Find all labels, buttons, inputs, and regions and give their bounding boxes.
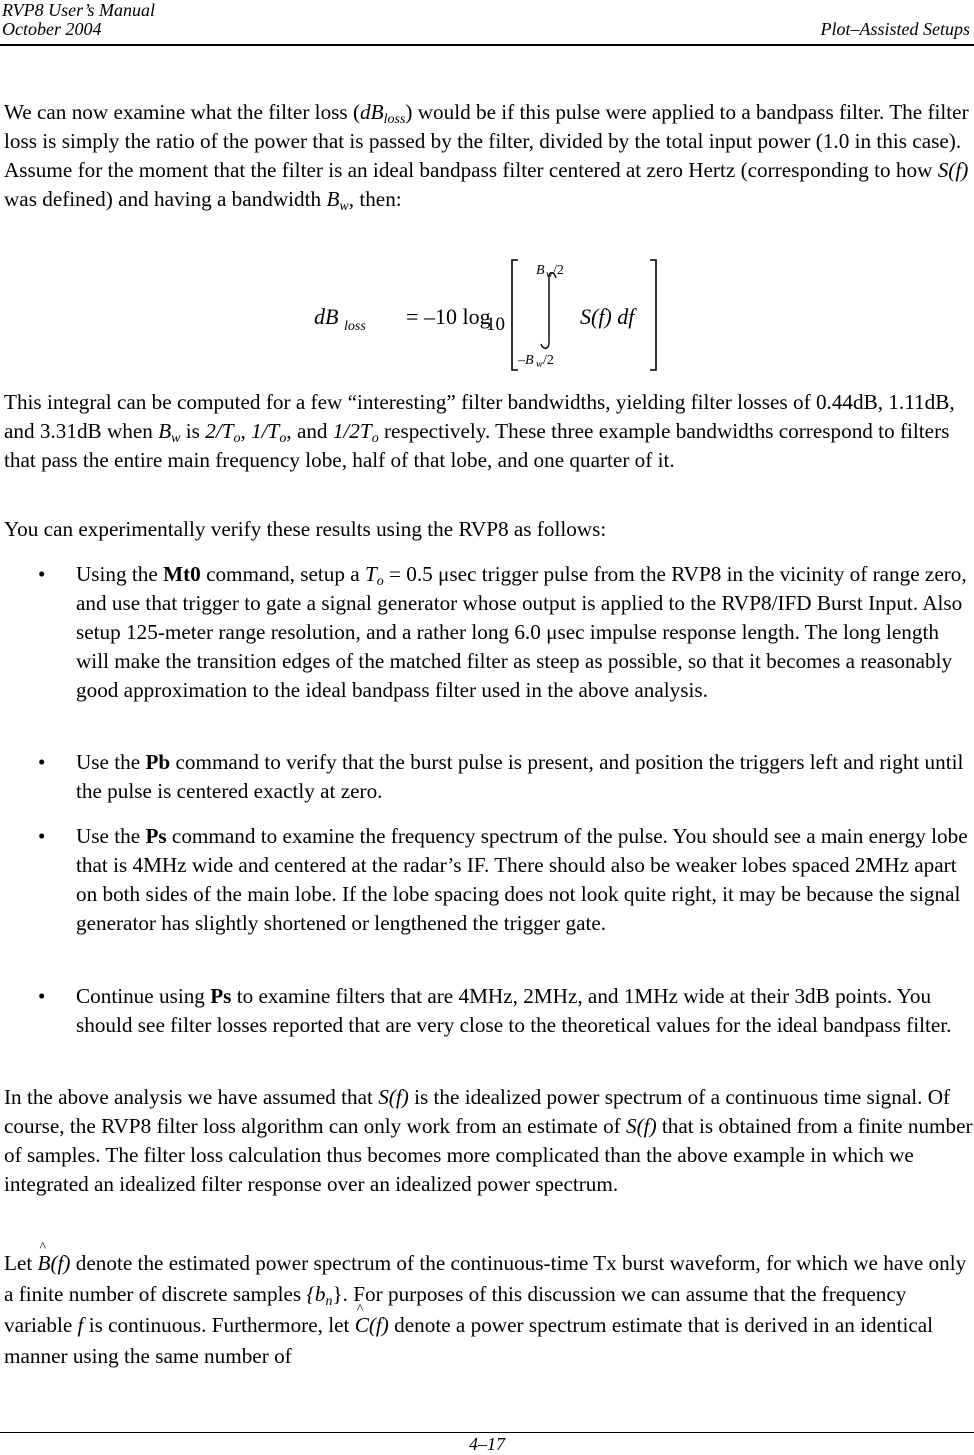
integral-upper-limit-sub: w <box>546 269 553 280</box>
filter-loss-equation <box>300 250 680 380</box>
integral-lower-limit-sub: w <box>536 359 543 370</box>
equation-lhs-sub: loss <box>344 319 366 334</box>
page-number: 4–17 <box>469 1434 505 1454</box>
bullet-pb-command: Use the Pb command to verify that the burst pulse is present, and position the triggers left and right until the pulse is centered exactly at zero. <box>76 750 964 803</box>
paragraph-verify-intro: You can experimentally verify these results using the RVP8 as follows: <box>4 517 607 541</box>
bullet-marker: • <box>38 824 46 848</box>
footer-rule <box>0 1432 974 1433</box>
paragraph-filter-loss-intro: We can now examine what the filter loss $(dB_{loss})$ would be if this pulse were applied to a bandpass filter. The filter loss is simply the ratio of the power that is passed by the filter, divided by the total input power (1.0 in this case). Assume for the moment that the filter is an ideal bandpass filter centered at zero Hertz (corresponding to how S(f) was defined) and having a bandwidth $B_w$, then: <box>4 100 969 214</box>
bullet-marker: • <box>38 562 46 586</box>
integral-upper-limit-divisor: /2 <box>553 263 564 278</box>
paragraph-interesting-bandwidths: This integral can be computed for a few “interesting” filter bandwidths, yielding filter losses of 0.44dB, 1.11dB, and 3.31dB when $B_w$ is $2/T_o$, $1/T_o$, and $1/2T_o$ respectively. These three example bandwidths correspond to filters that pass the entire main frequency lobe, half of that lobe, and one quarter of it. <box>4 390 955 472</box>
section-title: Plot–Assisted Setups <box>820 19 970 39</box>
integral-lower-limit: –B <box>518 353 534 368</box>
equation-integrand: S(f) df <box>580 304 635 329</box>
equation-equals: = <box>406 304 419 329</box>
integral-sign <box>541 273 556 349</box>
document-date: October 2004 <box>2 19 102 39</box>
paragraph-estimated-spectrum: Let ^ B(f) denote the estimated power spectrum of the continuous-time Tx burst waveform, for which we have only a finite number of discrete samples $\{b_n\}$. For purposes of this discussion we can assume that the frequency variable f is continuous. Furthermore, let ^ C(f) denote a power spectrum estimate that is derived in an identical manner using the same number of <box>4 1248 974 1372</box>
bullet-ps-command: Use the Ps command to examine the frequency spectrum of the pulse. You should see a main energy lobe that is 4MHz wide and centered at the radar’s IF. There should also be weaker lobes spaced 2MHz apart on both sides of the main lobe. If the lobe spacing does not look quite right, it may be because the signal generator has slightly shortened or lengthened the trigger gate. <box>76 824 968 935</box>
paragraph-idealized-spectrum: In the above analysis we have assumed that S(f) is the idealized power spectrum of a continuous time signal. Of course, the RVP8 filter loss algorithm can only work from an estimate of S(f) that is obtained from a finite number of samples. The filter loss calculation thus becomes more complicated than the above example in which we integrated an idealized filter response over an idealized power spectrum. <box>4 1085 973 1196</box>
equation-coefficient: –10 log <box>424 304 491 329</box>
bullet-marker: • <box>38 750 46 774</box>
bullet-continue-ps: Continue using Ps to examine filters that are 4MHz, 2MHz, and 1MHz wide at their 3dB points. You should see filter losses reported that are very close to the theoretical values for the ideal bandpass filter. <box>76 984 952 1037</box>
equation-log-base: 10 <box>486 314 505 335</box>
integral-upper-limit: B <box>536 263 545 278</box>
header-rule <box>0 44 974 46</box>
manual-title: RVP8 User’s Manual <box>2 0 155 20</box>
right-bracket <box>650 260 656 370</box>
equation-lhs: dB <box>314 304 339 329</box>
integral-lower-limit-divisor: /2 <box>543 353 554 368</box>
bullet-marker: • <box>38 984 46 1008</box>
bullet-mt0-command: Using the Mt0 command, setup a $T_o = 0.5$ μsec trigger pulse from the RVP8 in the vicinity of range zero, and use that trigger to gate a signal generator whose output is applied to the RVP8/IFD Burst Input. Also setup 125-meter range resolution, and a rather long 6.0 μsec impulse response length. The long length will make the transition edges of the matched filter as steep as possible, so that it becomes a reasonably good approximation to the ideal bandpass filter used in the above analysis. <box>76 562 967 702</box>
